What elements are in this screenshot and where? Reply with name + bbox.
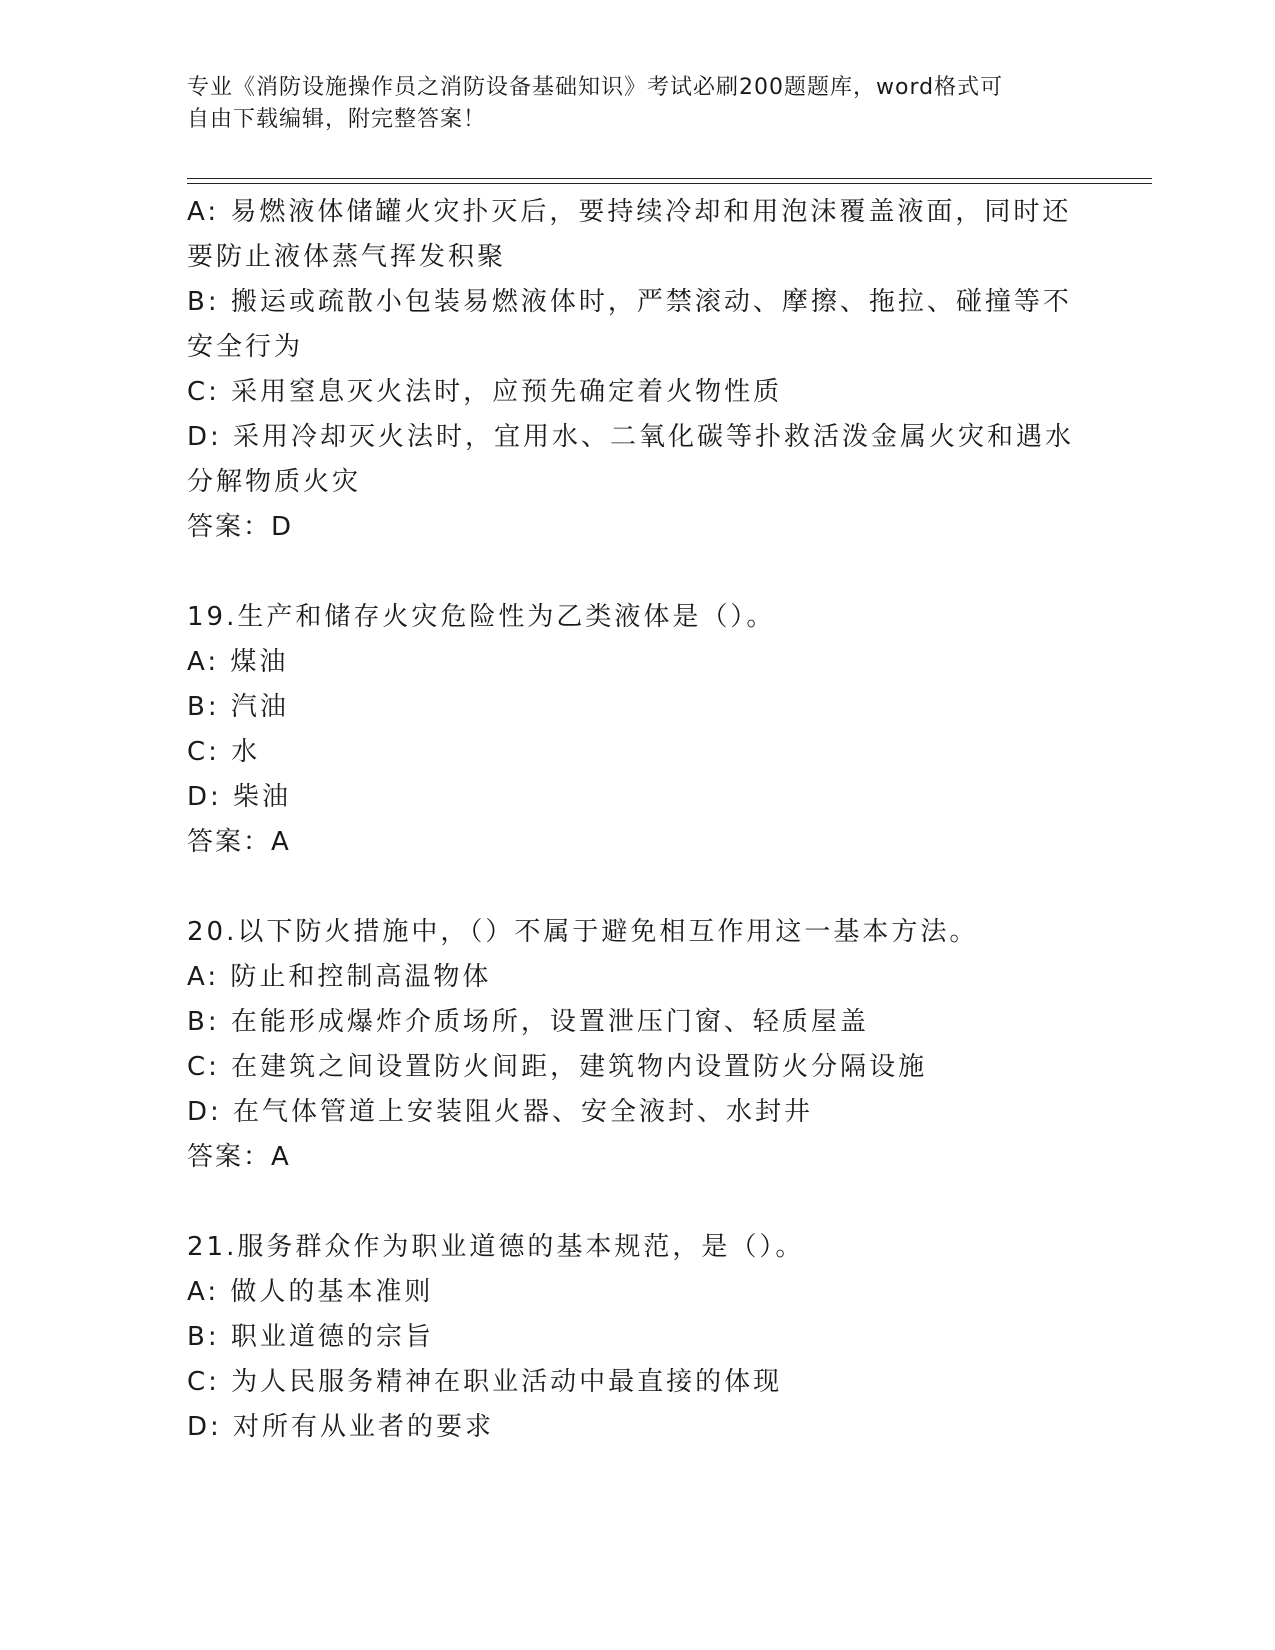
option-b: B: 汽油 — [187, 692, 289, 722]
question-20 — [187, 910, 1087, 1180]
option-a-line-1: A: 易燃液体储罐火灾扑灭后，要持续冷却和用泡沫覆盖液面，同时还 — [187, 197, 1072, 227]
option-d: D: 在气体管道上安装阻火器、安全液封、水封井 — [187, 1097, 814, 1127]
option-d-line-2: 分解物质火灾 — [187, 467, 362, 497]
option-d: D: 柴油 — [187, 782, 292, 812]
option-a: A: 防止和控制高温物体 — [187, 962, 492, 992]
option-b: B: 在能形成爆炸介质场所，设置泄压门窗、轻质屋盖 — [187, 1007, 869, 1037]
question-19 — [187, 595, 1087, 865]
spacer — [187, 1180, 1087, 1225]
option-c: C: 采用窒息灭火法时，应预先确定着火物性质 — [187, 377, 783, 407]
option-c: C: 为人民服务精神在职业活动中最直接的体现 — [187, 1367, 783, 1397]
header-divider-bottom — [187, 183, 1152, 184]
question-content — [187, 190, 1087, 1450]
document-header — [187, 72, 1067, 136]
previous-question-options — [187, 190, 1087, 550]
answer: 答案：A — [187, 1142, 291, 1172]
option-a: A: 煤油 — [187, 647, 289, 677]
question-stem: 20.以下防火措施中，（）不属于避免相互作用这一基本方法。 — [187, 917, 979, 947]
header-divider-top — [187, 178, 1152, 179]
option-b-line-1: B: 搬运或疏散小包装易燃液体时，严禁滚动、摩擦、拖拉、碰撞等不 — [187, 287, 1072, 317]
option-a: A: 做人的基本准则 — [187, 1277, 434, 1307]
option-c: C: 在建筑之间设置防火间距，建筑物内设置防火分隔设施 — [187, 1052, 928, 1082]
question-stem: 21.服务群众作为职业道德的基本规范，是（）。 — [187, 1232, 805, 1262]
spacer — [187, 550, 1087, 595]
option-a-line-2: 要防止液体蒸气挥发积聚 — [187, 242, 507, 272]
question-stem: 19.生产和储存火灾危险性为乙类液体是（）。 — [187, 602, 776, 632]
option-c: C: 水 — [187, 737, 261, 767]
header-title-line-2: 自由下载编辑，附完整答案！ — [187, 107, 487, 132]
option-b: B: 职业道德的宗旨 — [187, 1322, 434, 1352]
spacer — [187, 865, 1087, 910]
option-d-line-1: D: 采用冷却灭火法时，宜用水、二氧化碳等扑救活泼金属火灾和遇水 — [187, 422, 1075, 452]
question-21 — [187, 1225, 1087, 1450]
answer: 答案：D — [187, 512, 294, 542]
option-b-line-2: 安全行为 — [187, 332, 304, 362]
answer: 答案：A — [187, 827, 291, 857]
header-title-line-1: 专业《消防设施操作员之消防设备基础知识》考试必刷200题题库，word格式可 — [187, 75, 1004, 100]
option-d: D: 对所有从业者的要求 — [187, 1412, 495, 1442]
